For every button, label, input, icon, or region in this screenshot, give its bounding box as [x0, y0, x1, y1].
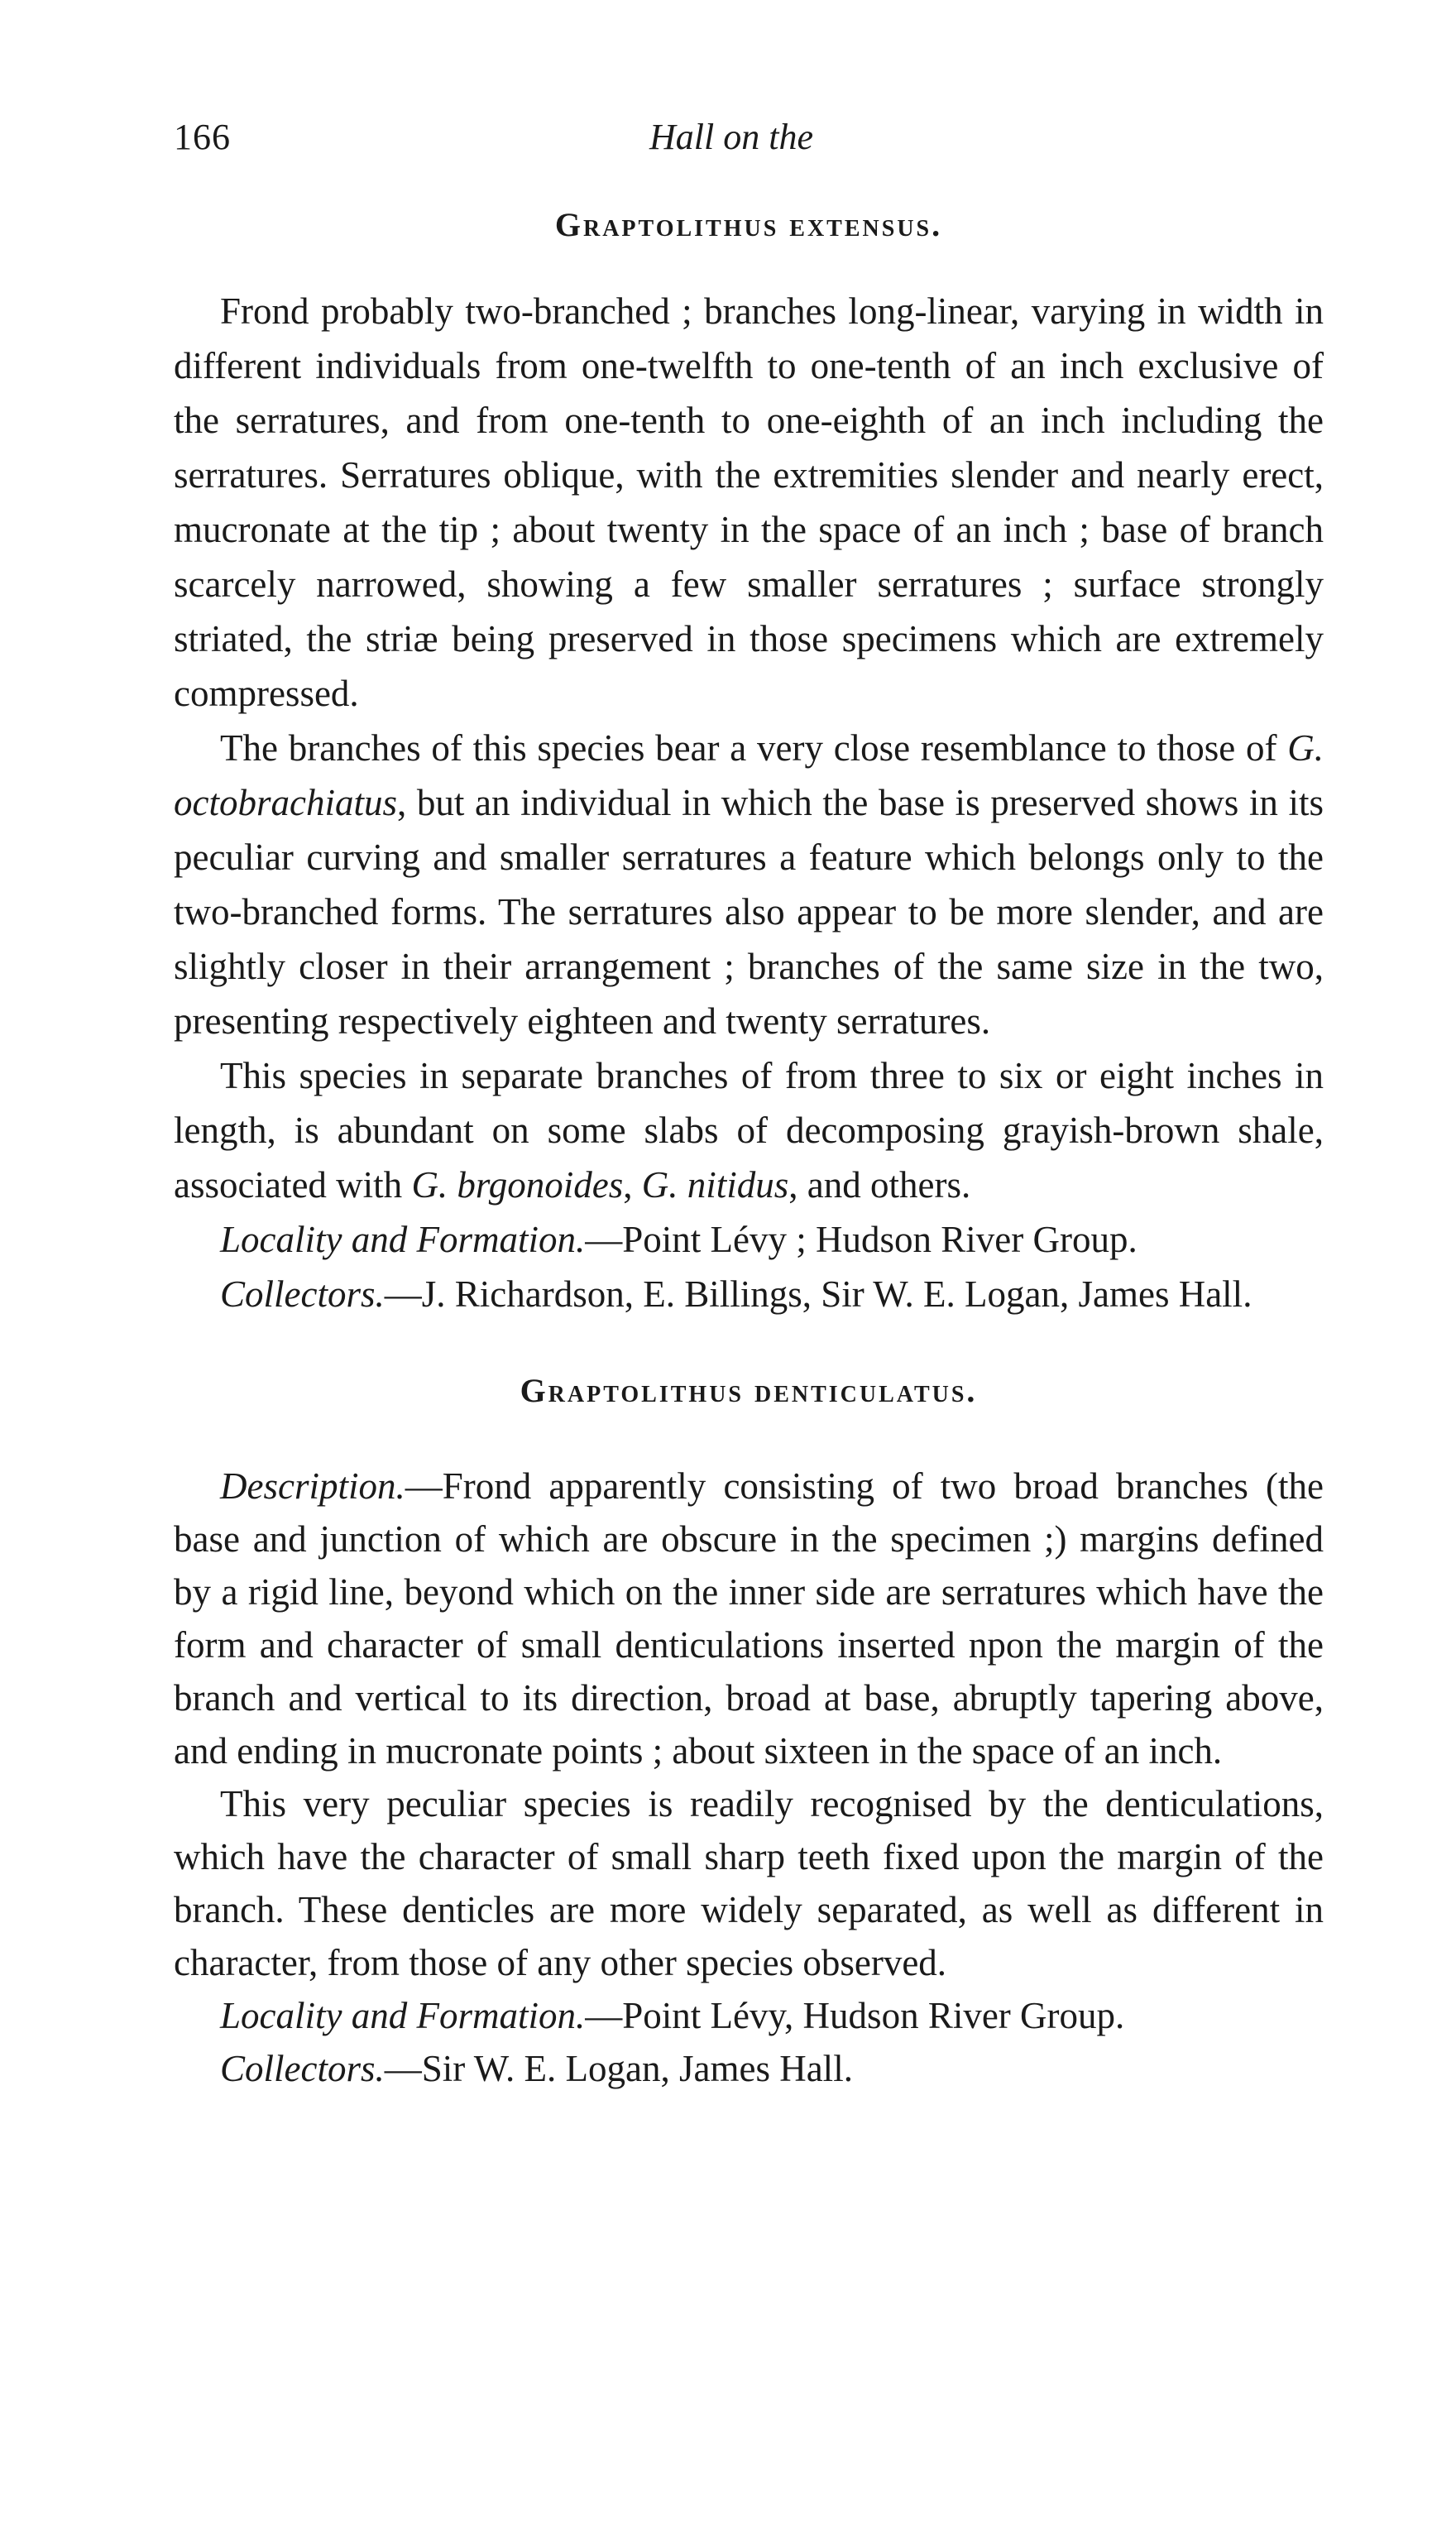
text-run: , and others. [788, 1164, 971, 1206]
description-label: Description. [220, 1465, 405, 1507]
collectors-paragraph-denticulatus [174, 2042, 1324, 2095]
description-paragraph-denticulatus [174, 1460, 1324, 1777]
section-heading-denticulatus: Graptolithus denticulatus. [520, 1372, 978, 1409]
comparison-paragraph-extensus [174, 721, 1324, 1048]
section-heading-extensus: Graptolithus extensus. [554, 206, 943, 243]
locality-label: Locality and Formation. [220, 1219, 586, 1260]
description-paragraph-extensus: Frond probably two-branched ; branches long-linear, varying in width in different individuals from one-twelfth to one-tenth of an inch exclusive of the serratures, and from one-tenth to one-eighth of an inch including the serratures. Serratures oblique, with the extremities slender and nearly erect, mucronate at the tip ; about twenty in the space of an inch ; base of branch scarcely narrowed, showing a few smaller serratures ; surface strongly striated, the striæ being preserved in those specimens which are extremely compressed. [174, 290, 1324, 714]
collectors-text: —Sir W. E. Logan, James Hall. [384, 2048, 853, 2089]
species-name: G. brgonoides [411, 1164, 624, 1206]
description-text: —Frond apparently consisting of two broad branches (the base and junction of which are obscure in the specimen ;) margins defined by a rigid line, beyond which on the inner side are serratures which have the form and character of small denticulations inserted npon the margin of the branch and vertical to its direction, broad at base, abruptly tapering above, and ending in mucronate points ; about sixteen in the space of an inch. [174, 1465, 1324, 1772]
collectors-label: Collectors. [220, 2048, 385, 2089]
page-number: 166 [174, 117, 231, 157]
text-run: , but an individual in which the base is preserved shows in its peculiar curving and smaller serratures a feature which belongs only to the two-branched forms. The serratures also appear to be more slender, and are slightly closer in their arrangement ; branches of the same size in the two, presenting respectively eighteen and twenty serratures. [174, 782, 1324, 1042]
locality-text: —Point Lévy ; Hudson River Group. [585, 1219, 1138, 1260]
species-name: G. nitidus [641, 1164, 789, 1206]
locality-paragraph-extensus [174, 1212, 1324, 1267]
text-run: The branches of this species bear a very close resemblance to those of [220, 727, 1288, 769]
locality-label: Locality and Formation. [220, 1995, 586, 2036]
locality-text: —Point Lévy, Hudson River Group. [585, 1995, 1125, 2036]
collectors-text: —J. Richardson, E. Billings, Sir W. E. Logan, James Hall. [384, 1273, 1252, 1315]
running-title: Hall on the [649, 117, 813, 157]
page [174, 116, 1324, 2095]
text-run: , [623, 1164, 642, 1206]
collectors-paragraph-extensus [174, 1267, 1324, 1321]
running-head [174, 116, 1324, 165]
collectors-label: Collectors. [220, 1273, 385, 1315]
occurrence-paragraph-extensus [174, 1048, 1324, 1212]
text-run: This species in separate branches of from three to six or eight inches in length, is abundant on some slabs of decomposing grayish-brown shale, associated with [174, 1055, 1324, 1206]
locality-paragraph-denticulatus [174, 1989, 1324, 2042]
recognition-paragraph-denticulatus: This very peculiar species is readily recognised by the denticulations, which have the character of small sharp teeth fixed upon the margin of the branch. These denticles are more widely separated, as well as different in character, from those of any other species observed. [174, 1783, 1324, 1983]
species-name: G. octobrachiatus [174, 727, 1324, 823]
